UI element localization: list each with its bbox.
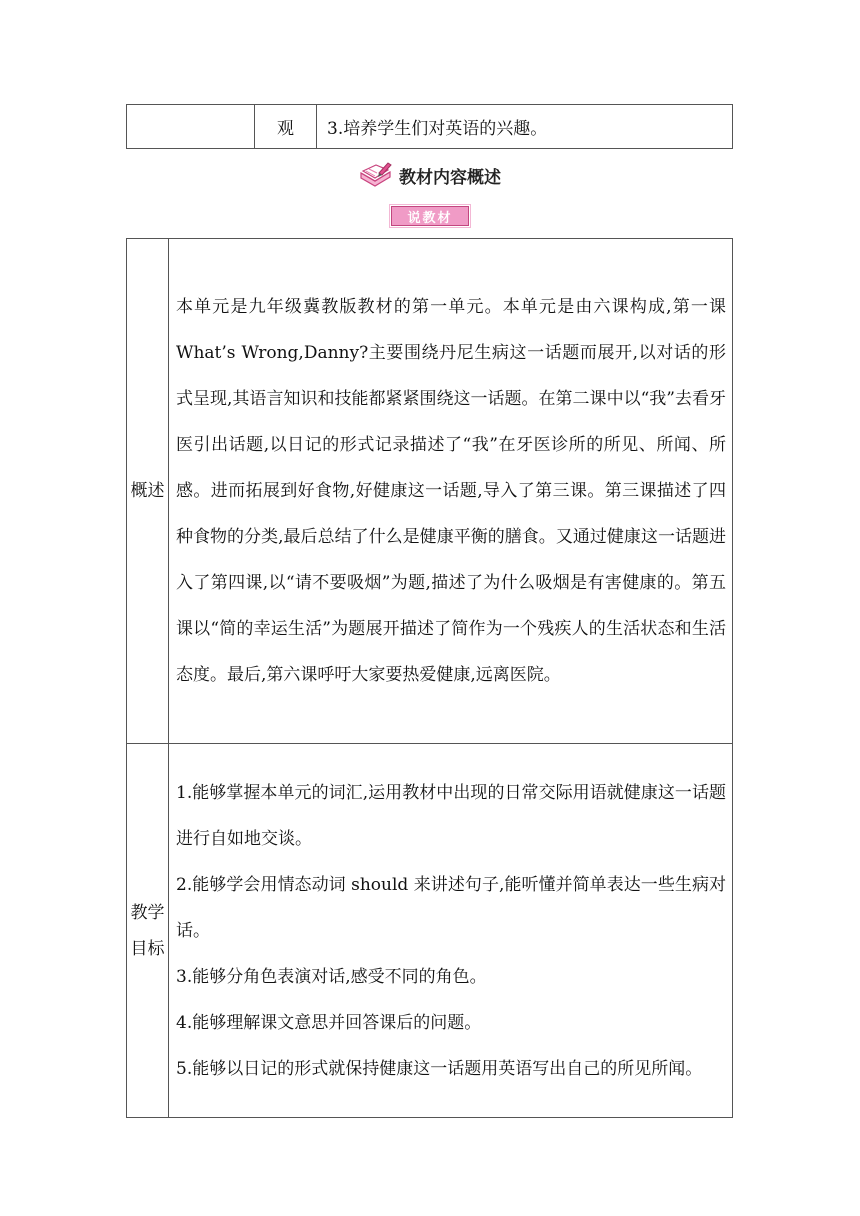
top-table-row [126,104,733,149]
table-row [127,744,733,1118]
objective-item-2: 2.能够学会用情态动词 should 来讲述句子,能听懂并简单表达一些生病对话。 [176,874,726,941]
badge-wrapper [0,206,860,226]
section-heading [0,160,860,190]
overview-paragraph: 本单元是九年级冀教版教材的第一单元。本单元是由六课构成,第一课 What’s Wrong,Danny?主要围绕丹尼生病这一话题而展开,以对话的形式呈现,其语言知识和技能都紧紧围绕这一话题。在第二课中以“我”去看牙医引出话题,以日记的形式记录描述了“我”在牙医诊所的所见、所闻、所感。进而拓展到好食物,好健康这一话题,导入了第三课。第三课描述了四种食物的分类,最后总结了什么是健康平衡的膳食。又通过健康这一话题进入了第四课,以“请不要吸烟”为题,描述了为什么吸烟是有害健康的。第五课以“简的幸运生活”为题展开描述了简作为一个残疾人的生活状态和生活态度。最后,第六课呼吁大家要热爱健康,远离医院。 [176,297,726,685]
objective-item-1: 1.能够掌握本单元的词汇,运用教材中出现的日常交际用语就健康这一话题进行自如地交谈。 [176,782,726,849]
objective-item-3: 3.能够分角色表演对话,感受不同的角色。 [176,966,487,987]
top-row-label-cell: 观 [255,105,317,149]
objectives-label-line2: 目标 [130,938,165,959]
section-badge: 说教材 [391,206,469,226]
row-content-overview [169,239,733,744]
objective-item-4: 4.能够理解课文意思并回答课后的问题。 [176,1012,482,1033]
book-pencil-icon [359,161,393,189]
row-content-objectives [169,744,733,1118]
top-row-content-cell: 3.培养学生们对英语的兴趣。 [317,105,733,149]
row-label-overview: 概述 [127,239,169,744]
row-label-objectives [127,744,169,1118]
section-title: 教材内容概述 [399,167,501,188]
table-row [127,239,733,744]
objective-item-5: 5.能够以日记的形式就保持健康这一话题用英语写出自己的所见所闻。 [176,1058,703,1079]
top-row-empty-cell [127,105,255,149]
objectives-label-line1: 教学 [130,902,165,923]
content-table [126,238,733,1118]
